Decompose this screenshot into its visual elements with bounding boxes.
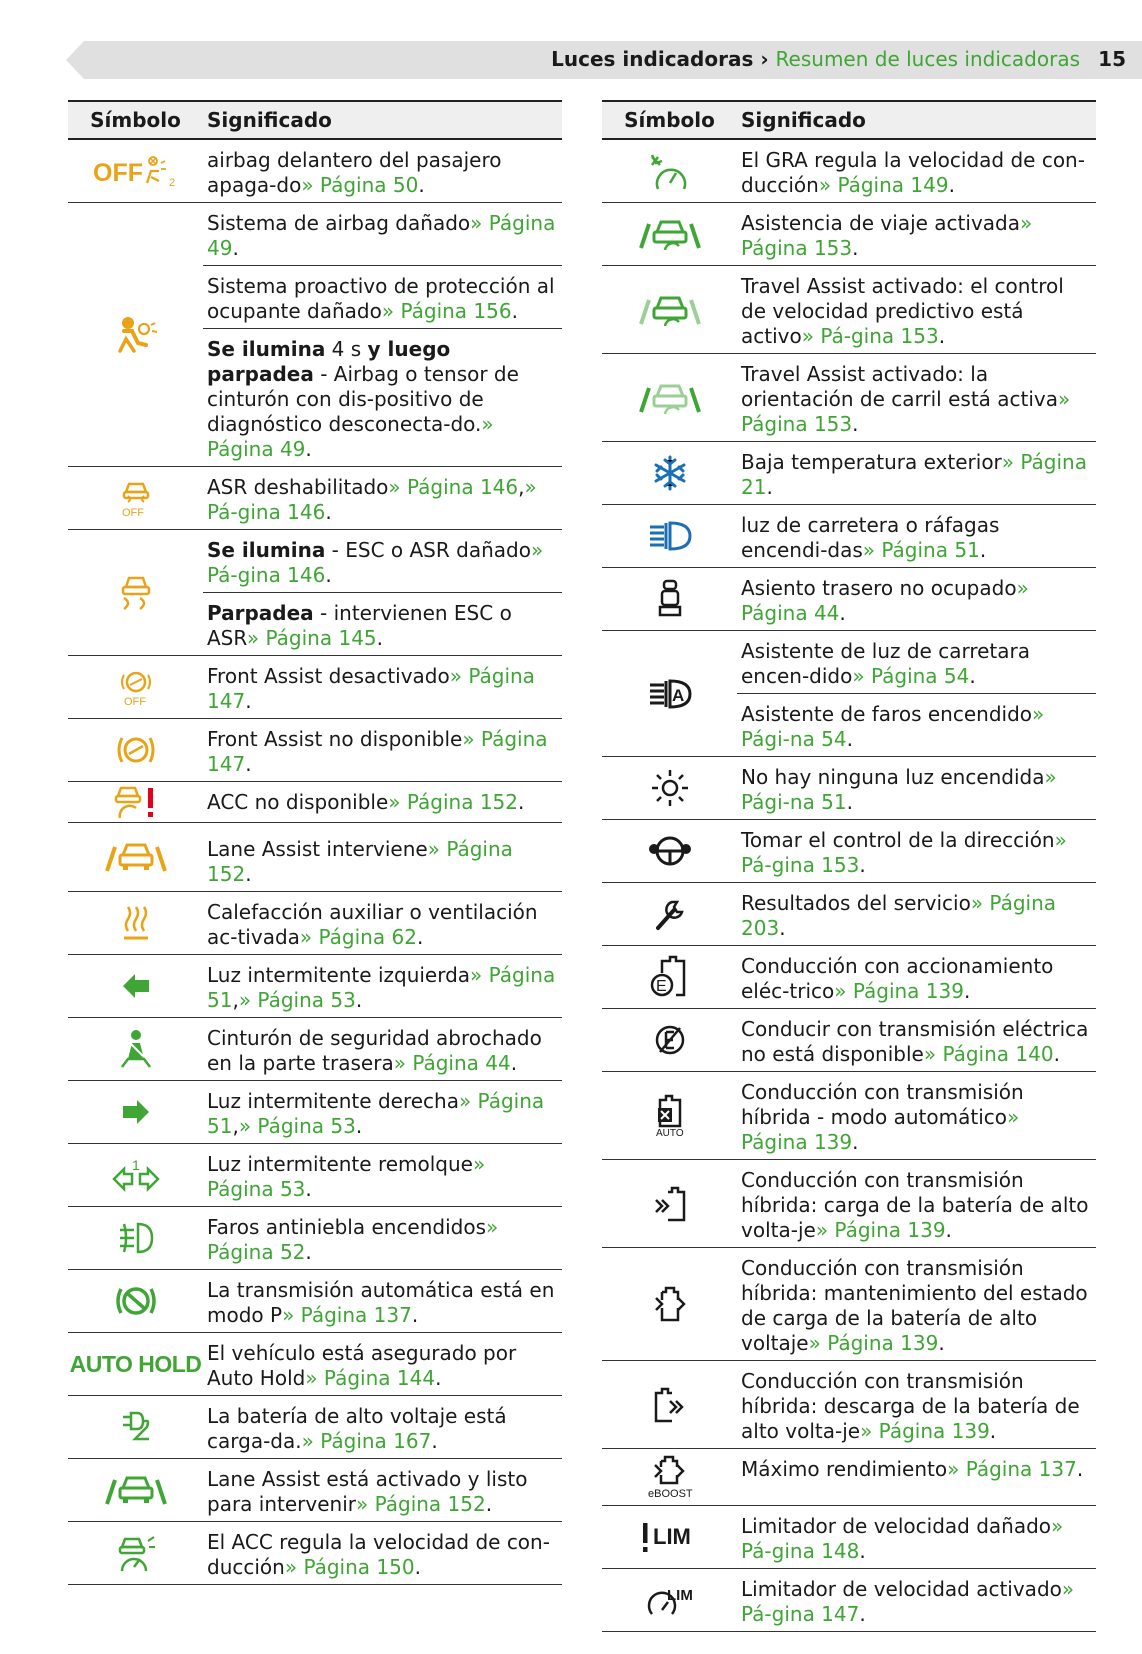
lane-assist-amber-icon <box>68 823 203 891</box>
battery-charged-icon <box>68 1396 203 1458</box>
table-row <box>68 892 562 955</box>
desc-text: Travel Assist activado: la orientación de carril está activa <box>741 362 1059 411</box>
desc-text: . <box>1076 1457 1084 1481</box>
row-desc <box>203 1081 562 1143</box>
page-reference[interactable]: » Página 49 <box>207 412 494 461</box>
table-row <box>602 203 1096 266</box>
desc-text: . <box>431 1429 438 1453</box>
page-reference[interactable]: » Página 53 <box>207 1152 486 1201</box>
page-reference[interactable]: » Página 139 <box>834 979 964 1003</box>
desc-text: Sistema proactivo de protección al ocupante dañado <box>207 274 555 323</box>
page-reference[interactable]: » Página 147 <box>207 664 535 713</box>
auxiliary-heating-icon <box>68 892 203 954</box>
airbag-off-text: OFF <box>92 159 143 187</box>
desc-text: . <box>938 324 946 348</box>
desc-text: . <box>969 664 976 688</box>
desc-text: Sistema de airbag dañado <box>207 211 471 235</box>
desc-text: . <box>510 1051 518 1075</box>
desc-text: Se ilumina <box>207 538 326 562</box>
table-row <box>602 568 1096 631</box>
desc-text: . <box>485 1492 493 1516</box>
desc-text: . <box>948 173 955 197</box>
hybrid-discharge-icon <box>602 1361 737 1448</box>
desc-text: , <box>518 475 525 499</box>
desc-text: Parpadea <box>207 601 314 625</box>
table-row <box>68 1207 562 1270</box>
light-assist-letter: A <box>671 685 684 705</box>
desc-text: . <box>938 1331 945 1355</box>
row-desc <box>203 140 562 202</box>
limiter-fault-icon <box>602 1506 737 1568</box>
page-reference[interactable]: » Página 144 <box>305 1366 436 1390</box>
table-row <box>68 656 562 719</box>
desc-text: . <box>435 1366 442 1390</box>
page-reference[interactable]: » Pá-gina 146 <box>207 475 537 524</box>
desc-text: . <box>846 790 853 814</box>
page-reference[interactable]: » Página 44 <box>741 576 1029 625</box>
desc-text: . <box>416 925 424 949</box>
row-desc <box>737 757 1096 819</box>
row-desc <box>737 631 1096 694</box>
page-reference[interactable]: » Página 51 <box>862 538 980 562</box>
lim-text: LIM <box>652 1524 691 1549</box>
desc-text: Lane Assist interviene <box>207 837 428 861</box>
page-reference[interactable]: » Página 139 <box>815 1218 946 1242</box>
page-reference[interactable]: » Página 62 <box>299 925 417 949</box>
turn-right-icon <box>68 1081 203 1143</box>
desc-text: . <box>779 916 786 940</box>
table-row <box>602 1072 1096 1160</box>
page-reference[interactable]: » Página 53 <box>238 988 356 1012</box>
desc-text: Baja temperatura exterior <box>741 450 1002 474</box>
header-section: Luces indicadoras › <box>551 47 769 71</box>
desc-text: Conducción con transmisión híbrida: carga de la batería de alto volta-je <box>741 1168 1089 1242</box>
page-reference[interactable]: » Página 153 <box>741 387 1071 436</box>
row-desc <box>737 505 1096 567</box>
table-row <box>68 1144 562 1207</box>
desc-text: Conducción con accionamiento eléc-trico <box>741 954 1054 1003</box>
row-desc <box>203 530 562 593</box>
page-reference[interactable]: » Página 139 <box>860 1419 990 1443</box>
desc-text: Conducción con transmisión híbrida: descarga de la batería de alto volta-je <box>741 1369 1080 1443</box>
symbol-header: Símbolo <box>624 108 715 132</box>
desc-text: Luz intermitente izquierda <box>207 963 471 987</box>
electric-letter: E <box>655 978 667 995</box>
row-desc <box>737 1072 1096 1159</box>
desc-text: airbag delantero del pasajero apaga-do <box>207 148 502 197</box>
desc-text: . <box>245 862 252 886</box>
row-desc <box>203 1396 562 1458</box>
light-assist-icon <box>602 631 737 756</box>
table-row <box>602 505 1096 568</box>
page-reference[interactable]: » Página 50 <box>301 173 419 197</box>
page-reference[interactable]: » Pá-gina 146 <box>207 538 544 587</box>
travel-assist-icon <box>602 203 737 265</box>
front-assist-unavailable-icon <box>68 719 203 781</box>
right-table <box>602 100 1096 1632</box>
desc-text: . <box>852 412 859 436</box>
page-reference[interactable]: » Página 53 <box>238 1114 356 1138</box>
page-reference[interactable]: » Página 145 <box>246 626 377 650</box>
page-reference[interactable]: » Página 137 <box>282 1303 412 1327</box>
no-lights-icon <box>602 757 737 819</box>
table-row <box>68 955 562 1018</box>
table-row-group <box>602 631 1096 757</box>
table-row <box>68 1522 562 1585</box>
desc-text: Limitador de velocidad activado <box>741 1577 1062 1601</box>
desc-text: . <box>355 1114 363 1138</box>
row-desc <box>737 883 1096 945</box>
row-desc <box>203 823 562 891</box>
desc-text: , <box>232 988 239 1012</box>
travel-assist-lane-icon <box>602 354 737 441</box>
desc-text: . <box>839 601 846 625</box>
front-off-text: OFF <box>123 696 146 707</box>
table-row <box>602 442 1096 505</box>
page-reference[interactable]: » Página 150 <box>284 1555 415 1579</box>
desc-text: . <box>376 626 384 650</box>
hybrid-hold-icon <box>602 1248 737 1360</box>
desc-text: . <box>846 727 853 751</box>
table-row <box>68 719 562 782</box>
rear-seat-icon <box>602 568 737 630</box>
row-desc <box>203 656 562 718</box>
table-row <box>68 1333 562 1396</box>
row-desc <box>737 1361 1096 1448</box>
desc-text: . <box>511 299 518 323</box>
desc-text: Máximo rendimiento <box>741 1457 948 1481</box>
page-reference[interactable]: » Página 147 <box>207 727 548 776</box>
desc-text: . <box>859 1539 866 1563</box>
limiter-active-icon <box>602 1569 737 1631</box>
desc-text: - Airbag o tensor de cinturón con dis-positivo de diagnóstico desconecta-do. <box>207 362 519 436</box>
desc-text: Asistente de faros encendido <box>741 702 1032 726</box>
lim-sub-text: LIM <box>666 1587 693 1604</box>
desc-text: Luz intermitente remolque <box>207 1152 473 1176</box>
page-reference[interactable]: » Página 51 <box>207 1089 545 1138</box>
row-desc <box>203 1207 562 1269</box>
desc-text: . <box>325 563 332 587</box>
row-desc <box>203 1270 562 1332</box>
park-p-icon <box>68 1270 203 1332</box>
row-desc <box>737 140 1096 202</box>
desc-text: - ESC o ASR dañado <box>325 538 531 562</box>
row-desc <box>737 354 1096 441</box>
esc-icon <box>68 530 203 655</box>
page-number: 15 <box>1098 47 1126 71</box>
desc-text: Resultados del servicio <box>741 891 971 915</box>
hybrid-charge-icon <box>602 1160 737 1247</box>
page-reference[interactable]: » Página 140 <box>923 1042 1054 1066</box>
row-desc <box>203 955 562 1017</box>
page-reference[interactable]: » Pági-na 54 <box>741 702 1045 751</box>
turn-left-icon <box>68 955 203 1017</box>
snowflake-icon <box>602 442 737 504</box>
desc-text: . <box>305 1240 312 1264</box>
table-row <box>68 1081 562 1144</box>
header-breadcrumb <box>551 47 1080 71</box>
desc-text: No hay ninguna luz encendida <box>741 765 1045 789</box>
auto-hold-text: AUTO HOLD <box>69 1350 202 1377</box>
page-reference[interactable]: » Página 52 <box>207 1215 499 1264</box>
desc-text: . <box>305 437 312 461</box>
page-reference[interactable]: » Página 153 <box>741 211 1033 260</box>
table-row <box>68 1396 562 1459</box>
table-row <box>602 757 1096 820</box>
desc-text: luz de carretera o ráfagas encendi-das <box>741 513 1000 562</box>
desc-text: . <box>945 1218 952 1242</box>
desc-text: El ACC regula la velocidad de con-ducción <box>207 1530 550 1579</box>
table-row <box>602 1506 1096 1569</box>
desc-text: El vehículo está asegurado por Auto Hold <box>207 1341 517 1390</box>
desc-text: . <box>963 979 971 1003</box>
desc-text: Conducir con transmisión eléctrica no está disponible <box>741 1017 1089 1066</box>
row-desc <box>203 719 562 781</box>
desc-text: Asiento trasero no ocupado <box>741 576 1017 600</box>
desc-text: Front Assist desactivado <box>207 664 450 688</box>
page-reference[interactable]: » Pá-gina 147 <box>741 1577 1075 1626</box>
table-row <box>602 820 1096 883</box>
desc-text: . <box>852 236 859 260</box>
acc-active-icon <box>68 1522 203 1584</box>
table-row <box>68 823 562 892</box>
lane-assist-green-icon <box>68 1459 203 1521</box>
desc-text: Limitador de velocidad dañado <box>741 1514 1052 1538</box>
table-row <box>602 883 1096 946</box>
page-reference[interactable]: » Página 149 <box>818 173 949 197</box>
page-reference[interactable]: » Página 167 <box>301 1429 432 1453</box>
table-row <box>602 1160 1096 1248</box>
row-desc <box>203 593 562 655</box>
page-reference[interactable]: » Pá-gina 153 <box>801 324 939 348</box>
desc-text: La batería de alto voltaje está carga-da. <box>207 1404 507 1453</box>
hybrid-auto-text: AUTO <box>655 1127 684 1138</box>
airbag-seat-number: 2 <box>168 177 175 189</box>
table-row <box>602 1449 1096 1506</box>
page-reference[interactable]: » Página 152 <box>355 1492 486 1516</box>
page-reference[interactable]: » Página 21 <box>741 450 1087 499</box>
row-desc <box>737 203 1096 265</box>
page-reference[interactable]: » Página 152 <box>388 790 519 814</box>
meaning-header: Significado <box>207 108 332 132</box>
page-reference[interactable]: » Página 203 <box>741 891 1057 940</box>
desc-text: Conducción con transmisión híbrida - modo automático <box>741 1080 1024 1129</box>
row-desc <box>203 1018 562 1080</box>
table-row <box>602 1569 1096 1632</box>
meaning-header: Significado <box>741 108 866 132</box>
desc-text: Travel Assist activado: el control de velocidad predictivo está activo <box>741 274 1064 348</box>
table-row <box>68 1459 562 1522</box>
table-row <box>68 1270 562 1333</box>
desc-text: . <box>859 853 866 877</box>
hybrid-auto-icon <box>602 1072 737 1159</box>
row-desc <box>203 1522 562 1584</box>
page-reference[interactable]: » Página 49 <box>207 211 556 260</box>
table-row <box>602 1361 1096 1449</box>
desc-text: . <box>325 500 332 524</box>
page-reference[interactable]: » Página 152 <box>207 837 513 886</box>
desc-text: La transmisión automática está en modo P <box>207 1278 555 1327</box>
desc-text: . <box>411 1303 419 1327</box>
page-reference[interactable]: » Página 139 <box>808 1331 939 1355</box>
row-desc <box>737 568 1096 630</box>
page-reference[interactable]: » Página 139 <box>741 1105 1020 1154</box>
page-reference[interactable]: » Pá-gina 153 <box>741 828 1067 877</box>
page-reference[interactable]: » Página 156 <box>381 299 512 323</box>
row-desc <box>737 1160 1096 1247</box>
row-desc <box>737 442 1096 504</box>
desc-text: . <box>414 1555 421 1579</box>
electric-unavailable-icon <box>602 1009 737 1071</box>
eboost-icon <box>602 1449 737 1505</box>
page-reference[interactable]: » Pá-gina 148 <box>741 1514 1064 1563</box>
desc-text: El GRA regula la velocidad de con-ducción <box>741 148 1085 197</box>
desc-text: . <box>518 790 525 814</box>
desc-text: . <box>355 988 363 1012</box>
row-desc <box>737 1009 1096 1071</box>
row-desc <box>737 1248 1096 1360</box>
trailer-indicator-icon <box>68 1144 203 1206</box>
row-desc <box>737 266 1096 353</box>
row-desc <box>737 1449 1096 1486</box>
fog-lights-icon <box>68 1207 203 1269</box>
trailer-number: 1 <box>131 1157 140 1173</box>
desc-text: . <box>1053 1042 1060 1066</box>
table-row <box>602 1248 1096 1361</box>
desc-text: - intervienen ESC o ASR <box>207 601 512 650</box>
desc-text: Asistencia de viaje activada <box>741 211 1020 235</box>
desc-text: Front Assist no disponible <box>207 727 463 751</box>
desc-text: Tomar el control de la dirección <box>741 828 1055 852</box>
page-reference[interactable]: » Página 51 <box>207 963 556 1012</box>
row-desc <box>203 266 562 329</box>
right-table-header <box>602 100 1096 140</box>
travel-assist-predictive-icon <box>602 266 737 353</box>
table-row <box>68 467 562 530</box>
page-reference[interactable]: » Página 44 <box>393 1051 511 1075</box>
row-desc <box>737 946 1096 1008</box>
row-desc <box>737 1569 1096 1631</box>
page-reference[interactable]: » Página 137 <box>947 1457 1077 1481</box>
desc-text: . <box>989 1419 997 1443</box>
row-desc <box>203 1144 562 1206</box>
desc-text: Cinturón de seguridad abrochado en la parte trasera <box>207 1026 542 1075</box>
desc-text: . <box>305 1177 312 1201</box>
desc-text: . <box>766 475 773 499</box>
row-desc <box>203 329 562 466</box>
desc-text: 4 s <box>325 337 368 361</box>
desc-text: ASR deshabilitado <box>207 475 389 499</box>
table-row <box>602 140 1096 203</box>
table-row <box>602 1009 1096 1072</box>
table-row <box>602 946 1096 1009</box>
cruise-control-icon <box>602 140 737 202</box>
eboost-text: eBOOST <box>647 1488 693 1499</box>
asr-off-text: OFF <box>121 507 144 518</box>
steering-takeover-icon <box>602 820 737 882</box>
row-desc <box>203 203 562 266</box>
page-reference[interactable]: » Pági-na 51 <box>741 765 1057 814</box>
row-desc <box>203 1333 562 1395</box>
header-subsection: Resumen de luces indicadoras <box>775 47 1080 71</box>
row-desc <box>203 467 562 529</box>
desc-text: Calefacción auxiliar o ventilación ac-tivada <box>207 900 538 949</box>
electric-drive-icon <box>602 946 737 1008</box>
desc-text: . <box>852 1130 859 1154</box>
front-assist-off-icon <box>68 656 203 718</box>
table-row <box>68 782 562 823</box>
row-desc <box>737 694 1096 756</box>
row-desc <box>737 820 1096 882</box>
airbag-off-icon <box>68 140 203 202</box>
table-row <box>602 354 1096 442</box>
asr-off-icon <box>68 467 203 529</box>
row-desc <box>203 782 562 819</box>
wrench-icon <box>602 883 737 945</box>
rear-seatbelt-icon <box>68 1018 203 1080</box>
desc-text: . <box>418 173 425 197</box>
row-desc <box>203 1459 562 1521</box>
page-reference[interactable]: » Página 54 <box>852 664 970 688</box>
desc-text: . <box>245 752 252 776</box>
acc-unavailable-icon <box>68 782 203 822</box>
row-desc <box>203 892 562 954</box>
desc-text: Faros antiniebla encendidos <box>207 1215 487 1239</box>
table-row <box>68 1018 562 1081</box>
auto-hold-icon <box>68 1333 203 1395</box>
desc-text: ACC no disponible <box>207 790 389 814</box>
desc-text: , <box>232 1114 239 1138</box>
high-beam-icon <box>602 505 737 567</box>
desc-text: . <box>245 689 252 713</box>
table-row-group <box>68 530 562 656</box>
desc-text: Se ilumina <box>207 337 326 361</box>
table-row <box>68 140 562 203</box>
desc-text: y luego parpadea <box>207 337 451 386</box>
desc-text: Luz intermitente derecha <box>207 1089 459 1113</box>
table-row-group <box>68 203 562 467</box>
airbag-occupant-icon <box>68 203 203 466</box>
desc-text: Lane Assist está activado y listo para intervenir <box>207 1467 528 1516</box>
desc-text: Asistente de luz de carretara encen-dido <box>741 639 1030 688</box>
desc-text: . <box>979 538 987 562</box>
page-reference[interactable]: » Página 146 <box>388 475 519 499</box>
desc-text: . <box>232 236 239 260</box>
desc-text: . <box>859 1602 866 1626</box>
row-desc <box>737 1506 1096 1568</box>
table-row <box>602 266 1096 354</box>
left-table-header <box>68 100 562 140</box>
symbol-header: Símbolo <box>90 108 181 132</box>
left-table <box>68 100 562 1585</box>
desc-text: Conducción con transmisión híbrida: mantenimiento del estado de carga de la batería de alto voltaje <box>741 1256 1088 1355</box>
